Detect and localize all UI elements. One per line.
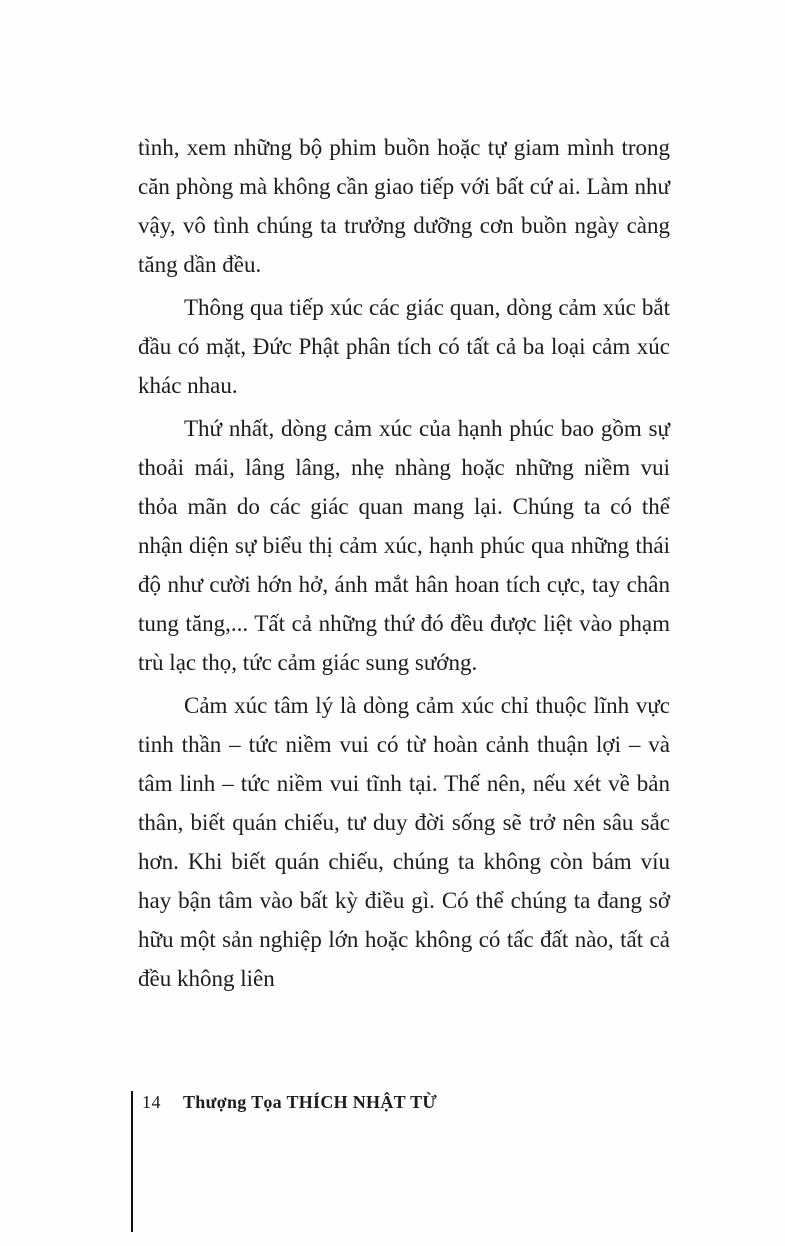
left-margin-rule [131, 1091, 133, 1232]
paragraph: Thứ nhất, dòng cảm xúc của hạnh phúc bao gồm sự thoải mái, lâng lâng, nhẹ nhàng hoặc những niềm vui thỏa mãn do các giác quan mang lại. Chúng ta có thể nhận diện sự biểu thị cảm xúc, hạnh phúc qua những thái độ như cười hớn hở, ánh mắt hân hoan tích cực, tay chân tung tăng,... Tất cả những thứ đó đều được liệt vào phạm trù lạc thọ, tức cảm giác sung sướng. [138, 416, 670, 675]
paragraph: Cảm xúc tâm lý là dòng cảm xúc chỉ thuộc lĩnh vực tinh thần – tức niềm vui có từ hoàn cảnh thuận lợi – và tâm linh – tức niềm vui tĩnh tại. Thế nên, nếu xét về bản thân, biết quán chiếu, tư duy đời sống sẽ trở nên sâu sắc hơn. Khi biết quán chiếu, chúng ta không còn bám víu hay bận tâm vào bất kỳ điều gì. Có thể chúng ta đang sở hữu một sản nghiệp lớn hoặc không có tấc đất nào, tất cả đều không liên [138, 693, 670, 991]
footer-author: Thượng Tọa THÍCH NHẬT TỪ [183, 1092, 438, 1112]
paragraph: tình, xem những bộ phim buồn hoặc tự giam mình trong căn phòng mà không cần giao tiếp với bất cứ ai. Làm như vậy, vô tình chúng ta trưởng dưỡng cơn buồn ngày càng tăng dần đều. [138, 135, 670, 277]
body-text [138, 128, 670, 1002]
page-number: 14 [142, 1092, 161, 1112]
paragraph: Thông qua tiếp xúc các giác quan, dòng cảm xúc bắt đầu có mặt, Đức Phật phân tích có tất cả ba loại cảm xúc khác nhau. [138, 295, 670, 398]
page-footer [142, 1090, 642, 1114]
